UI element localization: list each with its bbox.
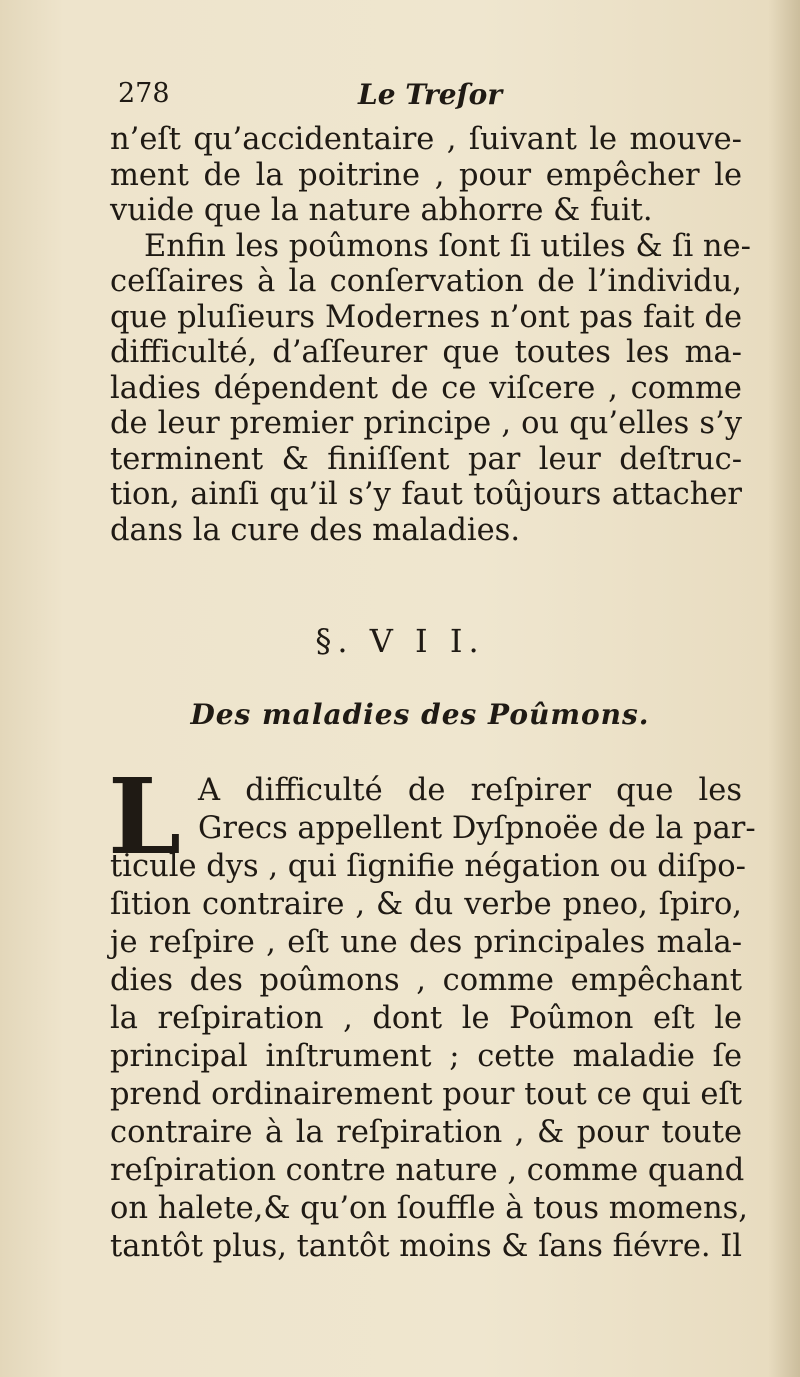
page-number: 278 — [118, 78, 170, 109]
text-line: difficulté, d’aſſeurer que toutes les ma- — [110, 335, 742, 370]
running-title: Le Treſor — [358, 78, 503, 111]
text-line: prend ordinairement pour tout ce qui eſt — [110, 1077, 742, 1112]
text-line: ment de la poitrine , pour empêcher le — [110, 157, 742, 193]
text-line: tion, ainſi qu’il s’y faut toûjours attacher — [110, 477, 742, 512]
body-text-top — [110, 122, 751, 548]
text-line: principal inſtrument ; cette maladie ſe — [110, 1039, 742, 1074]
page-header — [118, 70, 738, 110]
text-line: reſpiration contre nature , comme quand — [110, 1153, 745, 1188]
text-line: tantôt plus, tantôt moins & ſans fiévre. Il — [110, 1229, 743, 1264]
text-line: que pluſieurs Modernes n’ont pas fait de — [110, 299, 742, 335]
text-line: n’eſt qu’accidentaire , ſuivant le mouve- — [110, 122, 742, 157]
section-number: §. V I I. — [315, 622, 485, 660]
section-title: Des maladies des Poûmons. — [190, 698, 650, 731]
text-line: contraire à la reſpiration , & pour toute — [110, 1115, 742, 1150]
text-line: de leur premier principe , ou qu’elles s’y — [110, 406, 742, 441]
text-line: ceſſaires à la conſervation de l’individu, — [110, 264, 742, 299]
text-line: on halete,& qu’on ſouffle à tous momens, — [110, 1191, 748, 1226]
text-line: ticule dys , qui ſignifie négation ou diſpo- — [110, 849, 746, 884]
text-line: vuide que la nature abhorre & fuit. — [110, 193, 653, 228]
text-line: la reſpiration , dont le Poûmon eſt le — [110, 1001, 742, 1036]
text-line: dies des poûmons , comme empêchant — [110, 963, 742, 998]
text-line: terminent & finiſſent par leur deſtruc- — [110, 441, 742, 477]
text-line: je reſpire , eſt une des principales mala- — [110, 925, 742, 960]
text-line: Grecs appellent Dyſpnoëe de la par- — [198, 811, 756, 846]
text-line: Enfin les poûmons ſont ſi utiles & ſi ne- — [144, 228, 751, 264]
drop-cap: L — [108, 755, 182, 878]
text-line: A difficulté de reſpirer que les — [198, 773, 742, 808]
text-line: ladies dépendent de ce viſcere , comme — [110, 370, 742, 406]
text-line: ſition contraire , & du verbe pneo, ſpiro, — [110, 887, 742, 922]
body-text-bottom — [108, 755, 756, 1266]
text-line: dans la cure des maladies. — [110, 512, 521, 548]
